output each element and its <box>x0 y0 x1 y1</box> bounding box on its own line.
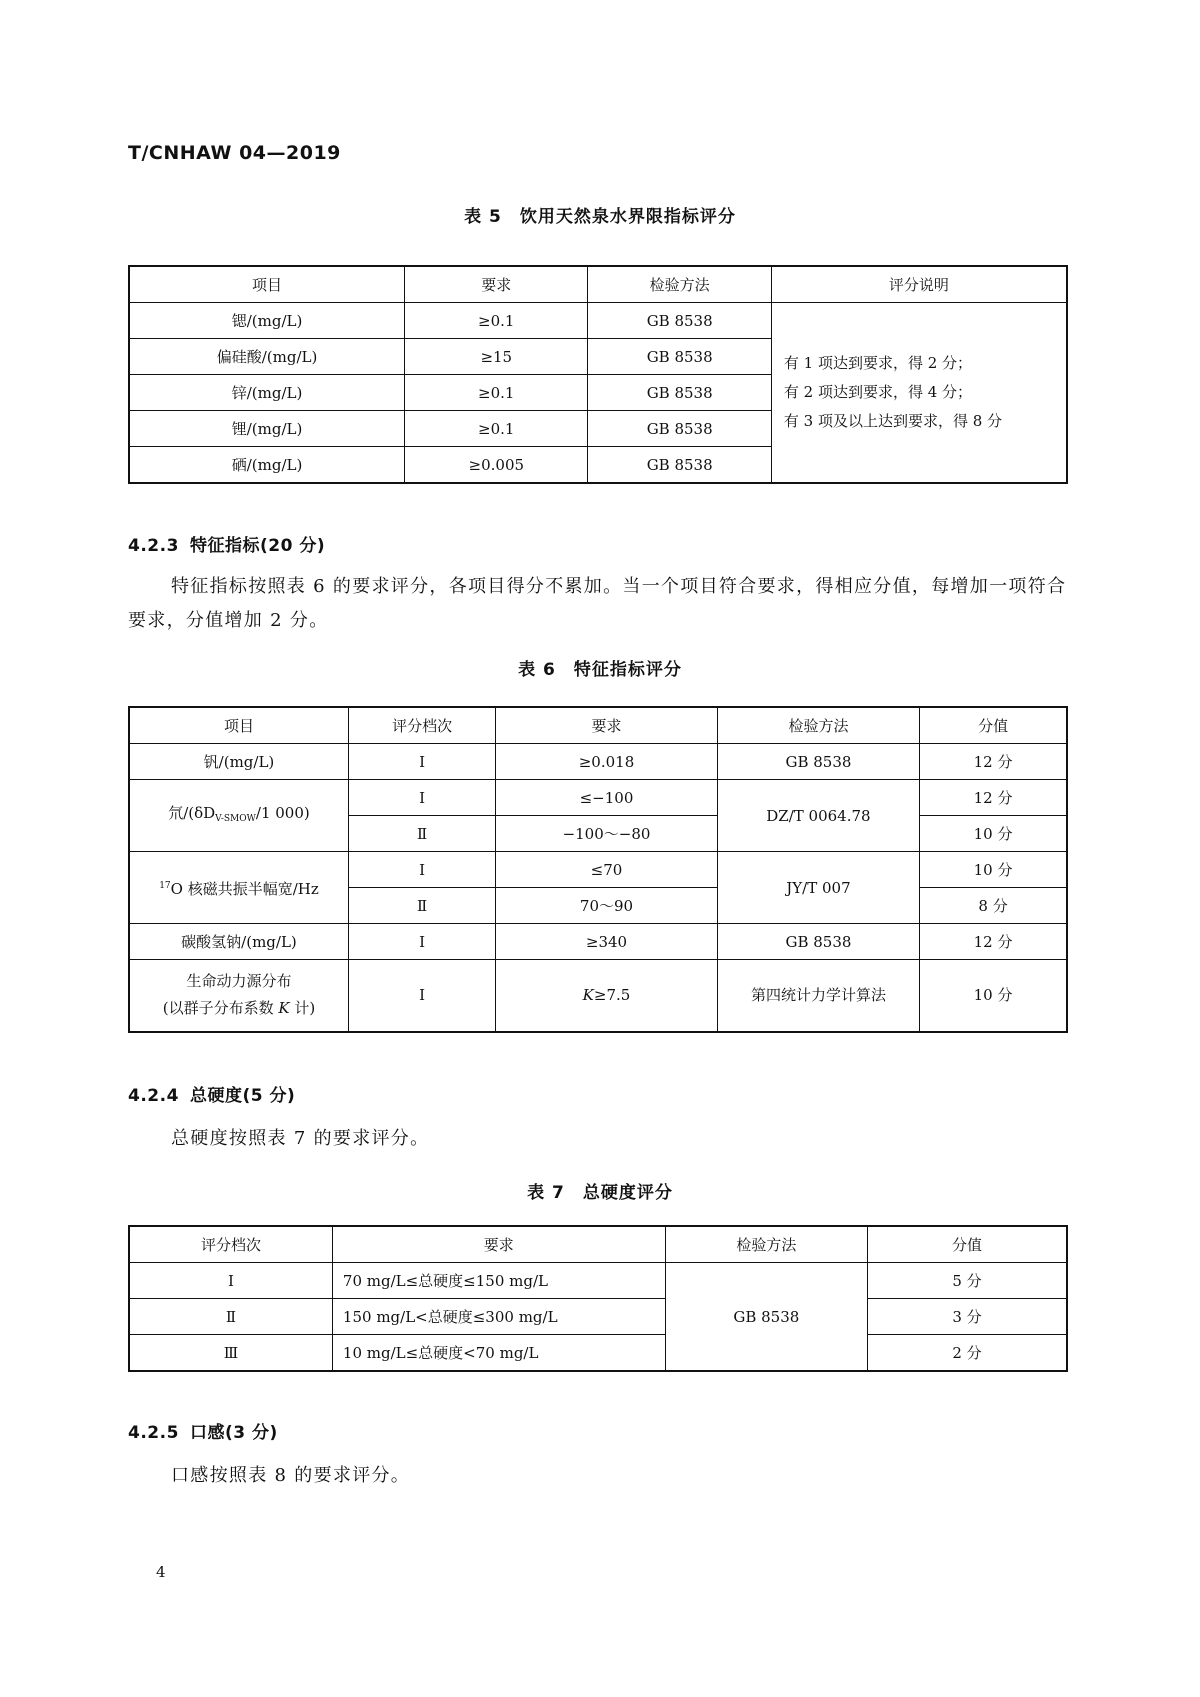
table-row <box>129 1263 1067 1299</box>
item-cell <box>129 960 348 1032</box>
section-paragraph: 口感按照表 8 的要求评分。 <box>171 1465 411 1486</box>
scoring-note-line: 有 1 项达到要求，得 2 分； <box>783 354 973 372</box>
requirement-cell: ≥0.1 <box>405 411 588 447</box>
section-number: 4.2.3 <box>128 536 179 556</box>
score-cell: 3 分 <box>868 1299 1067 1335</box>
section-heading-4-2-5 <box>128 1418 278 1443</box>
header-cell: 检验方法 <box>717 707 919 744</box>
item-subscript: V-SMOW <box>215 813 256 824</box>
requirement-cell: ≥0.005 <box>405 447 588 484</box>
grade-cell: Ⅱ <box>348 816 495 852</box>
method-cell: GB 8538 <box>588 339 771 375</box>
score-cell: 10 分 <box>920 960 1067 1032</box>
table-row <box>129 744 1067 780</box>
section-title: 口感(3 分) <box>190 1423 278 1443</box>
section-title: 特征指标(20 分) <box>190 536 326 556</box>
method-cell: GB 8538 <box>588 303 771 339</box>
table-row <box>129 1299 1067 1335</box>
table-row <box>129 303 1067 339</box>
item-cell: 钒/(mg/L) <box>129 744 348 780</box>
method-cell: GB 8538 <box>588 447 771 484</box>
header-cell: 项目 <box>129 266 405 303</box>
item-cell <box>129 780 348 852</box>
requirement-variable: K <box>582 986 594 1005</box>
table6-caption: 表 6 特征指标评分 <box>518 660 682 680</box>
score-cell: 10 分 <box>920 816 1067 852</box>
grade-cell: Ⅲ <box>129 1335 332 1372</box>
requirement-cell: ≥340 <box>496 924 717 960</box>
section-paragraph: 总硬度按照表 7 的要求评分。 <box>171 1128 430 1149</box>
item-cell: 锶/(mg/L) <box>129 303 405 339</box>
requirement-cell: ≥0.1 <box>405 303 588 339</box>
item-text: 氘/(δD <box>168 803 216 822</box>
grade-cell: Ⅰ <box>348 924 495 960</box>
table7 <box>128 1225 1068 1372</box>
header-cell: 评分档次 <box>348 707 495 744</box>
section-paragraph: 特征指标按照表 6 的要求评分，各项目得分不累加。当一个项目符合要求，得相应分值，每增加一项符合要求，分值增加 2 分。 <box>128 576 1067 631</box>
header-cell: 评分说明 <box>771 266 1067 303</box>
requirement-cell: 70～90 <box>496 888 717 924</box>
grade-cell: Ⅰ <box>348 852 495 888</box>
item-text: (以群子分布系数 <box>162 999 279 1018</box>
requirement-cell: −100～−80 <box>496 816 717 852</box>
table5 <box>128 265 1068 484</box>
table-row <box>129 780 1067 816</box>
item-text: 生命动力源分布 <box>186 972 292 991</box>
item-variable: K <box>278 999 290 1018</box>
item-text: 计) <box>289 999 316 1018</box>
table5-caption: 表 5 饮用天然泉水界限指标评分 <box>464 207 736 227</box>
item-cell: 锌/(mg/L) <box>129 375 405 411</box>
method-cell: DZ/T 0064.78 <box>717 780 919 852</box>
table-row <box>129 1335 1067 1372</box>
scoring-note-cell <box>771 303 1067 484</box>
scoring-note-line: 有 3 项及以上达到要求，得 8 分 <box>783 412 1003 430</box>
header-cell: 评分档次 <box>129 1226 332 1263</box>
header-cell: 分值 <box>920 707 1067 744</box>
grade-cell: Ⅰ <box>348 744 495 780</box>
score-cell: 8 分 <box>920 888 1067 924</box>
item-text-line2 <box>130 995 348 1022</box>
requirement-cell: 10 mg/L≤总硬度<70 mg/L <box>332 1335 665 1372</box>
header-cell: 检验方法 <box>665 1226 867 1263</box>
score-cell: 12 分 <box>920 744 1067 780</box>
item-cell: 碳酸氢钠/(mg/L) <box>129 924 348 960</box>
method-cell: GB 8538 <box>588 375 771 411</box>
requirement-cell: 150 mg/L<总硬度≤300 mg/L <box>332 1299 665 1335</box>
item-text: /1 000) <box>255 803 310 822</box>
method-cell: GB 8538 <box>588 411 771 447</box>
header-cell: 要求 <box>332 1226 665 1263</box>
method-cell: GB 8538 <box>717 924 919 960</box>
requirement-cell: ≥0.018 <box>496 744 717 780</box>
method-cell: 第四统计力学计算法 <box>717 960 919 1032</box>
table-header-row <box>129 707 1067 744</box>
requirement-cell: ≥0.1 <box>405 375 588 411</box>
section-title: 总硬度(5 分) <box>190 1086 296 1106</box>
standard-code: T/CNHAW 04—2019 <box>128 142 341 164</box>
scoring-note-line: 有 2 项达到要求，得 4 分； <box>783 383 973 401</box>
section-number: 4.2.4 <box>128 1086 179 1106</box>
header-cell: 要求 <box>405 266 588 303</box>
table-header-row <box>129 266 1067 303</box>
requirement-cell: ≥15 <box>405 339 588 375</box>
grade-cell: Ⅱ <box>348 888 495 924</box>
grade-cell: Ⅱ <box>129 1299 332 1335</box>
score-cell: 12 分 <box>920 780 1067 816</box>
method-cell: GB 8538 <box>665 1263 867 1372</box>
header-cell: 分值 <box>868 1226 1067 1263</box>
section-heading-4-2-3 <box>128 531 325 556</box>
table-row <box>129 960 1067 1032</box>
header-cell: 要求 <box>496 707 717 744</box>
item-text: O 核磁共振半幅宽/Hz <box>170 880 319 898</box>
table6 <box>128 706 1068 1033</box>
requirement-cell <box>496 960 717 1032</box>
method-cell: JY/T 007 <box>717 852 919 924</box>
header-cell: 检验方法 <box>588 266 771 303</box>
score-cell: 2 分 <box>868 1335 1067 1372</box>
table-header-row <box>129 1226 1067 1263</box>
score-cell: 10 分 <box>920 852 1067 888</box>
page-number: 4 <box>156 1563 166 1581</box>
section-number: 4.2.5 <box>128 1423 179 1443</box>
score-cell: 5 分 <box>868 1263 1067 1299</box>
requirement-text: ≥7.5 <box>593 986 631 1005</box>
header-cell: 项目 <box>129 707 348 744</box>
table-row <box>129 852 1067 888</box>
score-cell: 12 分 <box>920 924 1067 960</box>
grade-cell: Ⅰ <box>348 960 495 1032</box>
item-cell: 锂/(mg/L) <box>129 411 405 447</box>
item-cell: 偏硅酸/(mg/L) <box>129 339 405 375</box>
grade-cell: Ⅰ <box>348 780 495 816</box>
requirement-cell: ≤−100 <box>496 780 717 816</box>
requirement-cell: 70 mg/L≤总硬度≤150 mg/L <box>332 1263 665 1299</box>
item-cell <box>129 852 348 924</box>
item-cell: 硒/(mg/L) <box>129 447 405 484</box>
method-cell: GB 8538 <box>717 744 919 780</box>
item-superscript: 17 <box>159 881 171 891</box>
requirement-cell: ≤70 <box>496 852 717 888</box>
table-row <box>129 924 1067 960</box>
section-heading-4-2-4 <box>128 1081 295 1106</box>
grade-cell: Ⅰ <box>129 1263 332 1299</box>
table7-caption: 表 7 总硬度评分 <box>527 1183 673 1203</box>
